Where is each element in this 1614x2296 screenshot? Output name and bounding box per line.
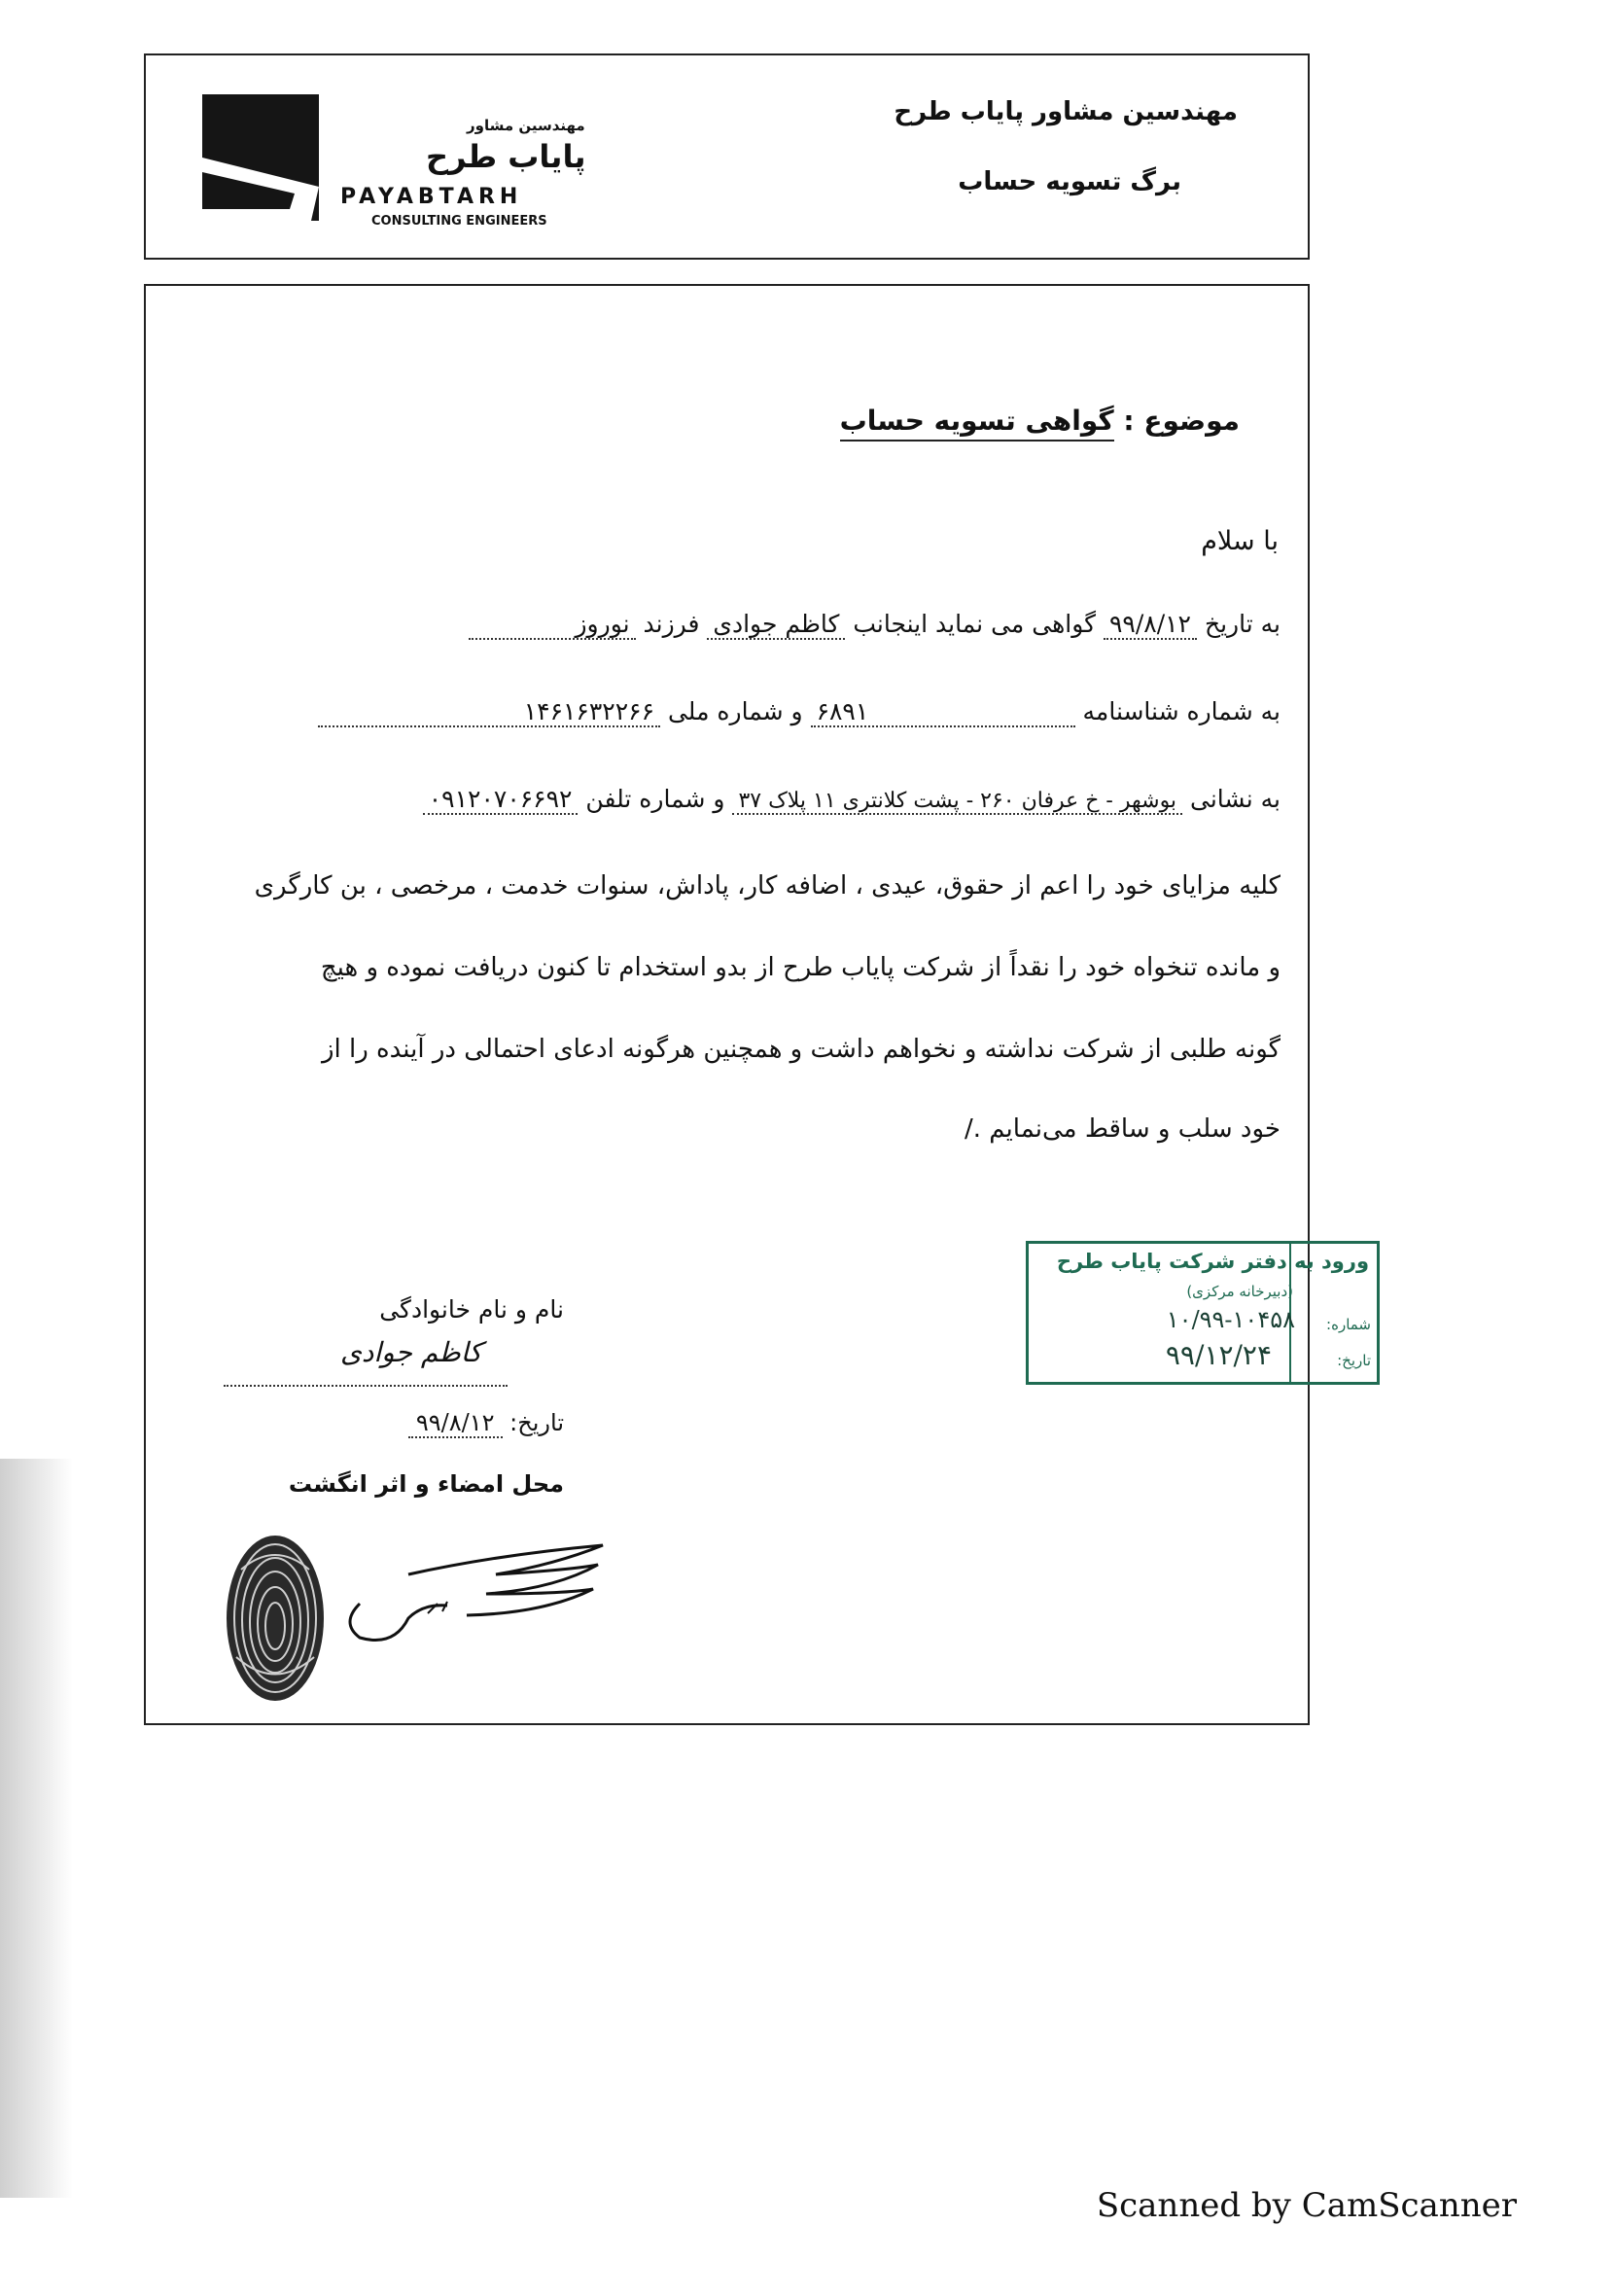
signature-place-label: محل امضاء و اثر انگشت [288,1470,564,1498]
id-line [318,697,1281,727]
logo-text-en-sub: CONSULTING ENGINEERS [371,214,547,229]
form-title: برگ تسویه حساب [958,167,1181,196]
father-value: نوروز [469,610,636,640]
stamp-subtitle: (دبیرخانه مرکزی) [1186,1283,1293,1300]
name-value: کاظم جوادی [707,610,845,640]
subject-label: موضوع : [1123,405,1240,437]
company-logo-icon [202,94,319,221]
address-value: بوشهر - خ عرفان ۲۶۰ - پشت کلانتری ۱۱ پلاک ۳۷ [732,789,1182,815]
letterhead: مهندسین مشاور پایاب طرح PAYABTARH CONSULTING ENGINEERS مهندسین مشاور پایاب طرح برگ تسویه حساب [144,53,1310,260]
id-value: ۶۸۹۱ [811,697,1075,727]
subject-line [840,405,1240,437]
phone-value: ۰۹۱۲۰۷۰۶۶۹۲ [423,785,579,815]
handwritten-signature [301,1536,613,1652]
date-name-line [469,610,1281,640]
paragraph-line-3: گونه طلبی از شرکت نداشته و نخواهم داشت و همچنین هرگونه ادعای احتمالی در آینده را از [321,1035,1281,1064]
address-label: به نشانی [1190,785,1281,813]
company-title: مهندسین مشاور پایاب طرح [894,97,1238,126]
certify-text: گواهی می نماید اینجانب [853,610,1097,638]
stamp-date-value: ۹۹/۱۲/۲۴ [1165,1339,1272,1371]
stamp-title: ورود به دفتر شرکت پایاب طرح [1056,1250,1369,1273]
date-value: ۹۹/۸/۱۲ [1104,610,1197,640]
stamp-date-label: تاریخ: [1337,1352,1371,1369]
date-label: به تاریخ [1204,610,1281,638]
registry-stamp [1026,1241,1380,1385]
id-label: به شماره شناسنامه [1082,697,1281,725]
national-value: ۱۴۶۱۶۳۲۲۶۶ [318,697,660,727]
logo-text-fa: پایاب طرح [426,138,586,175]
signature-date-value: ۹۹/۸/۱۲ [408,1409,503,1438]
scanner-watermark: Scanned by CamScanner [1096,2186,1517,2225]
signature-date-line [408,1409,564,1436]
paragraph-line-4: خود سلب و ساقط می‌نمایم ./ [964,1114,1281,1144]
subject-value: گواهی تسویه حساب [840,405,1114,442]
stamp-number-value: ۱۰/۹۹-۱۰۴۵۸ [1166,1306,1295,1333]
greeting: با سلام [1201,526,1279,556]
paragraph-line-1: کلیه مزایای خود را اعم از حقوق، عیدی ، اضافه کار، پاداش، سنوات خدمت ، مرخصی ، بن کارگری [254,871,1281,901]
signature-name-label: نام و نام خانوادگی [379,1295,564,1324]
signature-date-label: تاریخ: [509,1409,564,1436]
national-label: و شماره ملی [667,697,803,725]
phone-label: و شماره تلفن [585,785,725,813]
paragraph-line-2: و مانده تنخواه خود را نقداً از شرکت پایاب طرح از بدو استخدام تا کنون دریافت نموده و هیچ [320,953,1281,982]
address-line [423,785,1281,815]
signature-name-value: کاظم جوادی [340,1336,482,1368]
logo-text-en: PAYABTARH [340,185,523,209]
child-of-label: فرزند [643,610,700,638]
scan-shadow [0,1459,73,2198]
signature-name-dots [224,1385,508,1387]
stamp-number-label: شماره: [1326,1316,1371,1333]
letter-body [144,284,1371,1725]
